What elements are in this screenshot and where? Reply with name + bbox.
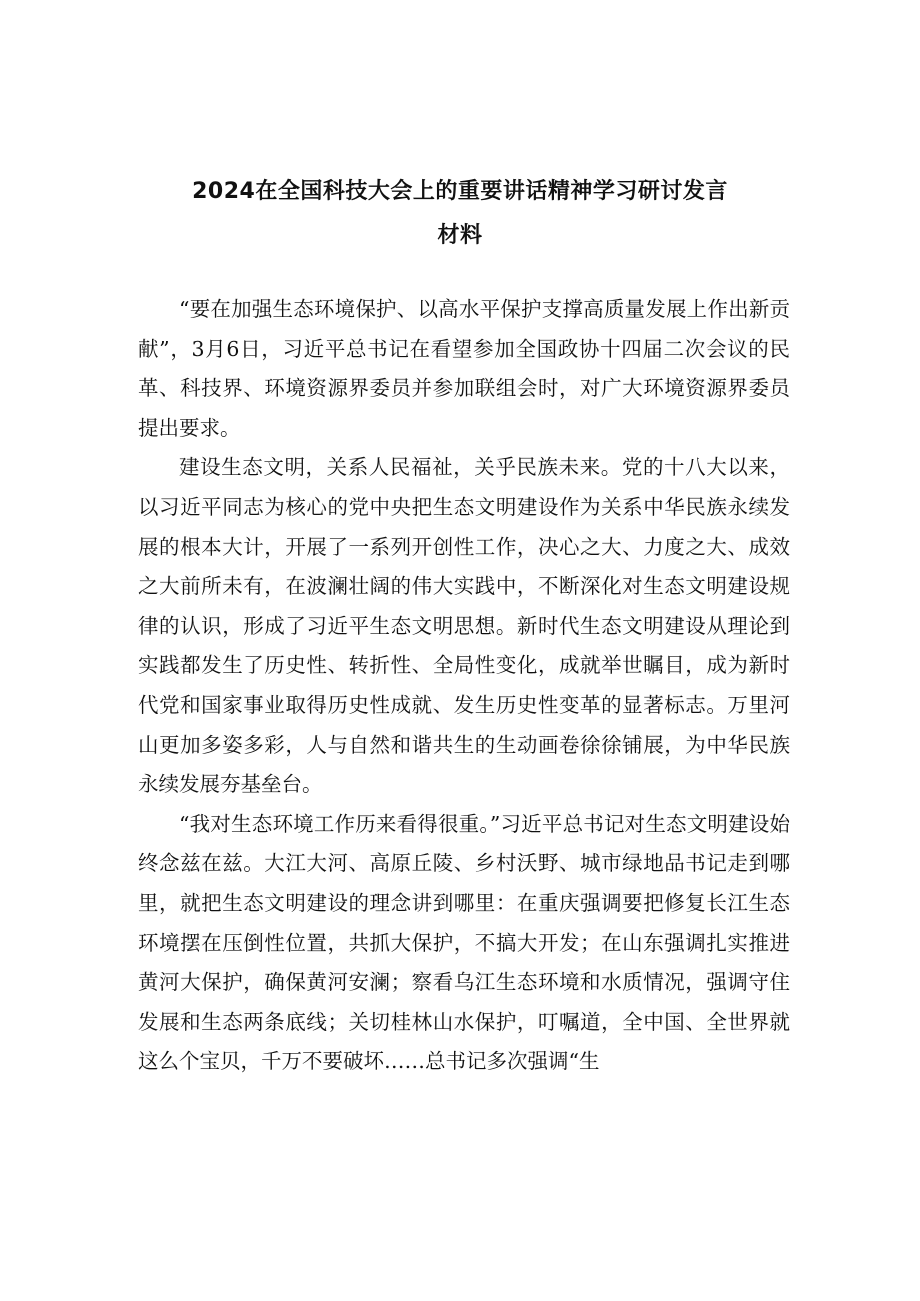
document-body: [138, 290, 790, 1082]
paragraph-2: 建设生态文明，关系人民福祉，关乎民族未来。党的十八大以来，以习近平同志为核心的党中央把生态文明建设作为关系中华民族永续发展的根本大计，开展了一系列开创性工作，决心之大、力度之大、成效之大前所未有，在波澜壮阔的伟大实践中，不断深化对生态文明建设规律的认识，形成了习近平生态文明思想。新时代生态文明建设从理论到实践都发生了历史性、转折性、全局性变化，成就举世瞩目，成为新时代党和国家事业取得历史性成就、发生历史性变革的显著标志。万里河山更加多姿多彩，人与自然和谐共生的生动画卷徐徐铺展，为中华民族永续发展夯基垒台。: [138, 455, 790, 797]
document-title: [120, 170, 800, 258]
paragraph-1: “要在加强生态环境保护、以高水平保护支撑高质量发展上作出新贡献”，3月6日，习近平总书记在看望参加全国政协十四届二次会议的民革、科技界、环境资源界委员并参加联组会时，对广大环境资源界委员提出要求。: [138, 297, 790, 440]
document-title-line-1: 2024在全国科技大会上的重要讲话精神学习研讨发言: [192, 179, 728, 204]
document-title-line-2: 材料: [437, 223, 483, 248]
paragraph-3: “我对生态环境工作历来看得很重。”习近平总书记对生态文明建设始终念兹在兹。大江大河、高原丘陵、乡村沃野、城市绿地品书记走到哪里，就把生态文明建设的理念讲到哪里：在重庆强调要把修复长江生态环境摆在压倒性位置，共抓大保护，不搞大开发；在山东强调扎实推进黄河大保护，确保黄河安澜；察看乌江生态环境和水质情况，强调守住发展和生态两条底线；关切桂林山水保护，叮嘱道，全中国、全世界就这么个宝贝，千万不要破坏……总书记多次强调“生: [138, 811, 790, 1074]
